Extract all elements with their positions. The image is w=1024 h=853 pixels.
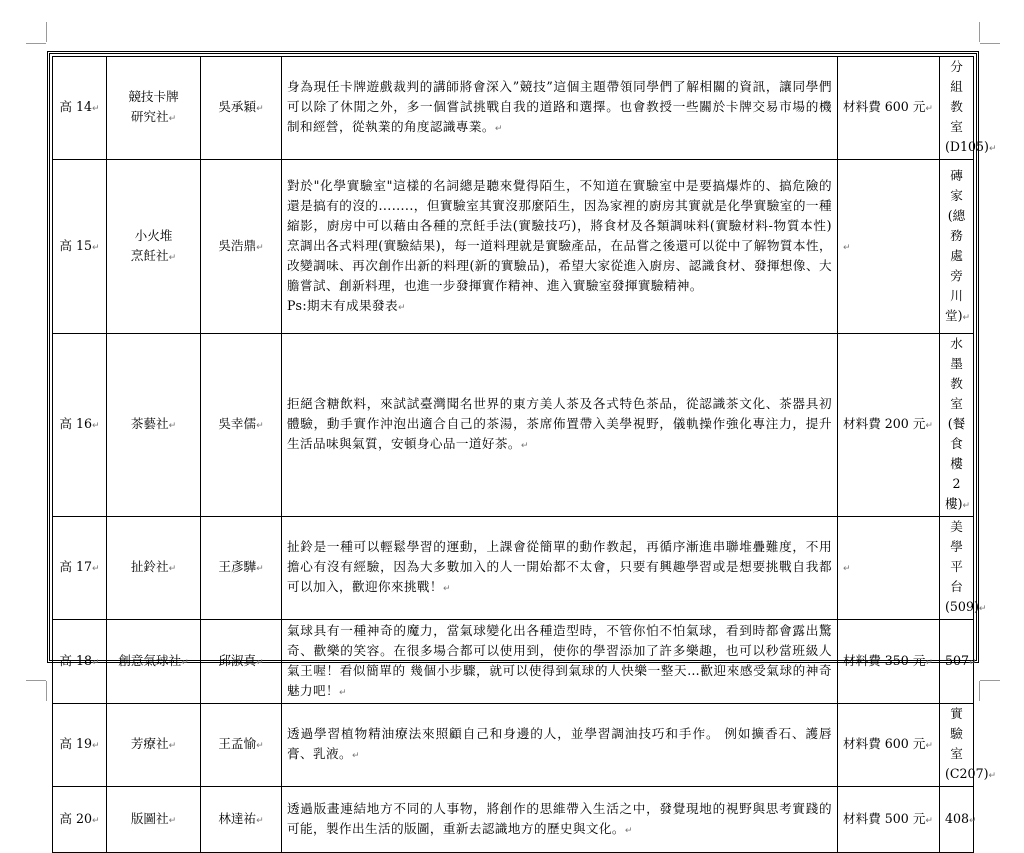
room-line: 磚家: [950, 167, 963, 203]
cell-end-mark: ↵: [168, 564, 177, 574]
cell-end-mark: ↵: [256, 242, 264, 253]
teacher-name: 王孟愉: [218, 736, 257, 751]
cell-end-mark: ↵: [256, 741, 264, 751]
teacher-name: 吳承穎: [218, 99, 257, 114]
crop-mark-top-left-h: [26, 43, 46, 44]
grade-label: 高 17: [59, 559, 93, 574]
teacher-name: 林達祐: [218, 810, 257, 826]
club-name-line: 研究社: [130, 109, 169, 124]
cell-end-mark: ↵: [168, 252, 177, 263]
club-name-cell: [107, 334, 201, 517]
room-line: 507: [945, 652, 970, 668]
crop-mark-top-right-h: [980, 43, 1000, 44]
club-name-line: 小火堆: [134, 227, 173, 243]
room-line: (餐食樓 2: [947, 416, 966, 491]
fee-cell: [838, 57, 940, 160]
teacher-cell: [201, 57, 282, 160]
cell-end-mark: ↵: [92, 657, 100, 668]
room-cell: [940, 620, 977, 704]
grade-label: 高 18: [59, 652, 93, 668]
teacher-name: 吳幸儒: [218, 416, 257, 431]
cell-end-mark: ↵: [92, 741, 100, 751]
teacher-cell: [201, 517, 282, 620]
room-line: (509): [945, 599, 979, 614]
cell-end-mark: ↵: [351, 751, 360, 761]
cell-end-mark: ↵: [168, 421, 177, 431]
fee-text: 材料費 600 元: [843, 736, 926, 751]
room-line: 川堂): [945, 287, 963, 323]
cell-end-mark: ↵: [925, 657, 933, 668]
room-cell: [940, 334, 974, 517]
crop-mark-top-right-v: [979, 22, 980, 42]
teacher-cell: [201, 704, 282, 787]
cell-end-mark: ↵: [338, 687, 347, 698]
teacher-cell: [201, 334, 282, 517]
description-note: Ps:期末有成果發表: [287, 297, 398, 313]
cell-end-mark: ↵: [624, 825, 633, 836]
cell-end-mark: ↵: [92, 242, 100, 253]
cell-end-mark: ↵: [969, 657, 977, 668]
cell-end-mark: ↵: [92, 104, 100, 114]
grade-label: 高 16: [59, 416, 93, 431]
club-name-line: 扯鈴社: [130, 559, 169, 574]
grade-cell: [53, 620, 107, 704]
description-text: 拒絕含糖飲料，來試試臺灣聞名世界的東方美人茶及各式特色茶品，從認識茶文化、茶器具初體驗，動手實作沖泡出適合自己的茶湯，茶席佈置帶入美學視野，儀軌操作強化專注力，提升生活品味與氣質，安頓身心品一道好茶。: [287, 396, 832, 451]
table-row: [53, 620, 974, 704]
cell-end-mark: ↵: [925, 741, 933, 751]
club-name-line: 芳療社: [130, 736, 169, 751]
cell-end-mark: ↵: [988, 771, 997, 781]
crop-mark-top-left-v: [46, 22, 47, 42]
description-text: 氣球具有一種神奇的魔力，當氣球變化出各種造型時，不管你怕不怕氣球，看到時都會露出驚奇、歡樂的笑容。在很多場合都可以使用到，使你的學習添加了許多樂趣，也可以秒當班級人氣王喔！看似簡單的 幾個小步驟，就可以使得到氣球的人快樂一整天…歡迎來感受氣球的神奇魅力吧！: [287, 622, 832, 698]
room-cell: [940, 57, 997, 160]
room-line: 分組教室: [950, 59, 963, 134]
description-text: 透過學習植物精油療法來照顧自己和身邊的人，並學習調油技巧和手作。 例如擴香石、護唇膏、乳液。: [287, 726, 832, 761]
grade-label: 高 14: [59, 99, 93, 114]
table-frame: [47, 51, 997, 836]
grade-label: 高 20: [59, 810, 93, 826]
cell-end-mark: ↵: [925, 815, 933, 826]
room-cell: [940, 704, 997, 787]
cell-end-mark: ↵: [92, 564, 100, 574]
cell-end-mark: ↵: [962, 312, 971, 323]
room-line: 實驗室: [950, 706, 963, 761]
cell-end-mark: ↵: [398, 302, 406, 313]
description-text: 身為現任卡牌遊戲裁判的講師將會深入”競技”這個主題帶領同學們了解相關的資訊，讓同學們可以除了休閒之外，多一個嘗試挑戰自我的道路和選擇。也會教授一些關於卡牌交易市場的機制和經營，從執業的角度認識專業。: [287, 79, 832, 134]
fee-cell: [838, 787, 940, 853]
cell-end-mark: ↵: [168, 741, 177, 751]
fee-cell: [838, 620, 940, 704]
grade-cell: [53, 57, 107, 160]
fee-text: 材料費 200 元: [843, 416, 926, 431]
club-name-cell: [107, 517, 201, 620]
description-text: 扯鈴是一種可以輕鬆學習的運動，上課會從簡單的動作教起，再循序漸進串聯堆疊難度，不用擔心有沒有經驗，因為大多數加入的人一開始都不太會，只要有興趣學習或是想要挑戰自我都可以加入，歡迎你來挑戰！: [287, 539, 832, 594]
grade-cell: [53, 517, 107, 620]
club-name-cell: [107, 57, 201, 160]
fee-text: 材料費 350 元: [843, 652, 926, 668]
grade-cell: [53, 704, 107, 787]
table-row: [53, 334, 974, 517]
cell-end-mark: ↵: [92, 815, 100, 826]
teacher-cell: [201, 160, 282, 334]
teacher-cell: [201, 620, 282, 704]
grade-cell: [53, 787, 107, 853]
description-text: 透過版畫連結地方不同的人事物，將創作的思維帶入生活之中，發覺現地的視野與思考實踐的可能，製作出生活的版圖，重新去認識地方的歷史與文化。: [287, 800, 832, 836]
club-name-cell: [107, 787, 201, 853]
room-line: (總務處旁: [947, 207, 966, 283]
cell-end-mark: ↵: [256, 657, 264, 668]
cell-end-mark: ↵: [978, 604, 987, 614]
table-row: [53, 160, 974, 334]
club-name-cell: [107, 704, 201, 787]
club-name-line: 版圖社: [130, 810, 169, 826]
grade-label: 高 15: [59, 237, 93, 253]
description-cell: [282, 620, 838, 704]
cell-end-mark: ↵: [962, 501, 971, 511]
fee-cell: [838, 517, 940, 620]
room-cell: [940, 787, 977, 853]
crop-mark-bottom-right-v: [979, 681, 980, 701]
table-row: [53, 704, 974, 787]
table-row: [53, 57, 974, 160]
cell-end-mark: ↵: [925, 104, 933, 114]
club-name-line: 競技卡牌: [128, 89, 179, 104]
description-cell: [282, 517, 838, 620]
cell-end-mark: ↵: [181, 657, 189, 668]
grade-cell: [53, 334, 107, 517]
room-line: 樓): [945, 496, 963, 511]
table-row: [53, 787, 974, 853]
grade-label: 高 19: [59, 736, 93, 751]
teacher-name: 吳浩鼎: [218, 237, 257, 253]
description-cell: [282, 160, 838, 334]
cell-end-mark: ↵: [843, 242, 851, 253]
teacher-name: 王彥驊: [218, 559, 257, 574]
description-cell: [282, 57, 838, 160]
teacher-name: 邱淑真: [218, 652, 257, 668]
cell-end-mark: ↵: [256, 564, 264, 574]
fee-cell: [838, 334, 940, 517]
description-cell: [282, 334, 838, 517]
cell-end-mark: ↵: [256, 421, 264, 431]
room-line: (D105): [945, 139, 989, 154]
grade-cell: [53, 160, 107, 334]
cell-end-mark: ↵: [494, 124, 503, 134]
crop-mark-bottom-left-h: [26, 680, 46, 681]
room-line: (C207): [945, 766, 989, 781]
fee-text: 材料費 600 元: [843, 99, 926, 114]
cell-end-mark: ↵: [843, 564, 851, 574]
fee-cell: [838, 704, 940, 787]
cell-end-mark: ↵: [969, 815, 977, 826]
cell-end-mark: ↵: [988, 144, 997, 154]
room-line: 美學平台: [950, 519, 963, 594]
cell-end-mark: ↵: [168, 815, 177, 826]
cell-end-mark: ↵: [520, 441, 529, 451]
fee-cell: [838, 160, 940, 334]
description-cell: [282, 704, 838, 787]
cell-end-mark: ↵: [925, 421, 933, 431]
cell-end-mark: ↵: [92, 421, 100, 431]
club-name-line: 創意氣球社: [118, 652, 182, 668]
cell-end-mark: ↵: [256, 104, 264, 114]
fee-text: 材料費 500 元: [843, 810, 926, 826]
cell-end-mark: ↵: [168, 114, 177, 124]
club-schedule-table: [52, 56, 997, 853]
room-line: 水墨教室: [950, 336, 963, 411]
club-name-cell: [107, 620, 201, 704]
teacher-cell: [201, 787, 282, 853]
crop-mark-bottom-left-v: [46, 681, 47, 701]
crop-mark-bottom-right-h: [980, 680, 1000, 681]
description-cell: [282, 787, 838, 853]
club-name-line: 烹飪社: [130, 247, 169, 263]
club-name-line: 茶藝社: [130, 416, 169, 431]
club-name-cell: [107, 160, 201, 334]
room-cell: [940, 160, 974, 334]
description-text: 對於"化學實驗室"這樣的名詞總是聽來覺得陌生，不知道在實驗室中是要搞爆炸的、搞危險的還是搞有的沒的........，但實驗室其實沒那麼陌生，因為家裡的廚房其實就是化學實驗室的一種縮影，廚房中可以藉由各種的烹飪手法(實驗技巧)，將食材及各類調味料(實驗材料-物質本性)烹調出各式料理(實驗結果)，每一道料理就是實驗產品，在品嘗之後還可以從中了解物質本性，改變調味、再次創作出新的料理(新的實驗品)，希望大家從進入廚房、認識食材、發揮想像、大膽嘗試、創新料理，也進一步發揮實作精神、進入實驗室發揮實驗精神。: [287, 177, 832, 293]
room-cell: [940, 517, 987, 620]
cell-end-mark: ↵: [442, 584, 451, 594]
room-line: 408: [945, 810, 970, 826]
cell-end-mark: ↵: [256, 815, 264, 826]
table-row: [53, 517, 974, 620]
